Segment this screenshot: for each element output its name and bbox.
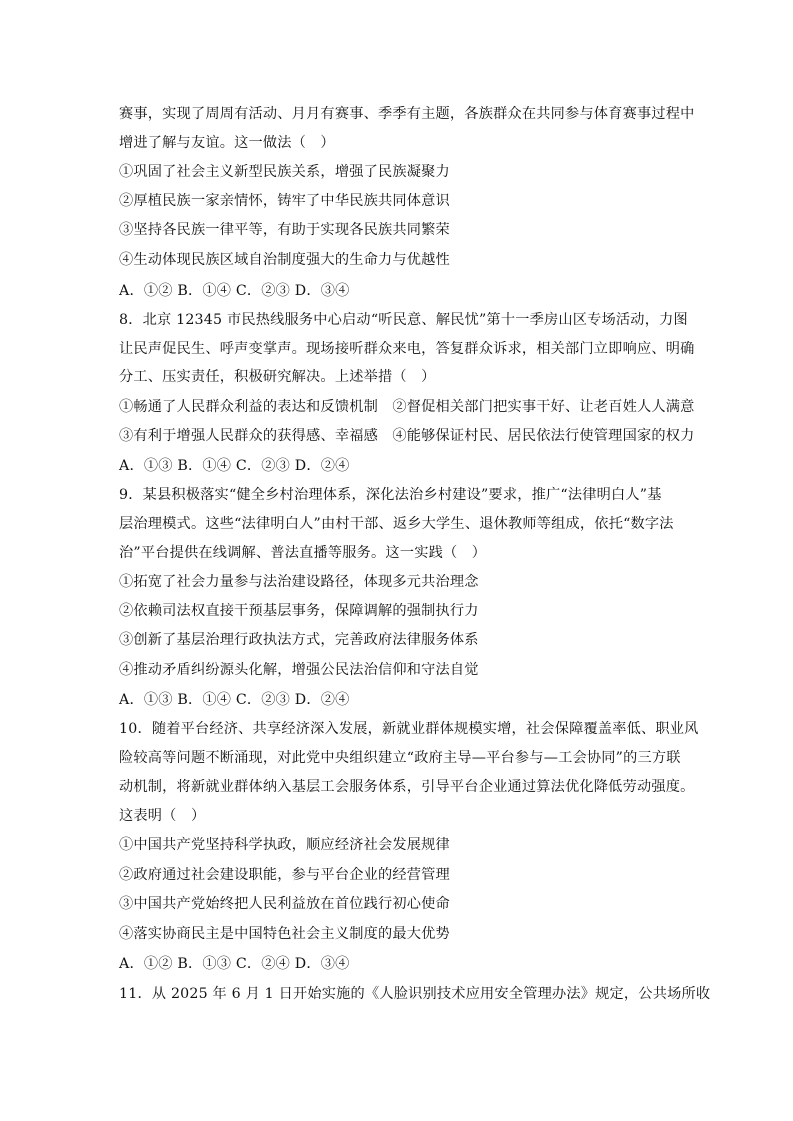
question-10: 10．随着平台经济、共享经济深入发展，新就业群体规模实增，社会保障覆盖率低、职业风: [119, 721, 699, 737]
text-line: 赛事，实现了周周有活动、月月有赛事、季季有主题，各族群众在共同参与体育赛事过程中: [119, 106, 695, 122]
option-line: ②政府通过社会建设职能，参与平台企业的经营管理: [119, 867, 450, 883]
text-line: 这表明（ ）: [119, 808, 206, 824]
option-line: ①畅通了人民群众利益的表达和反馈机制 ②督促相关部门把实事干好、让老百姓人人满意: [119, 399, 695, 415]
option-line: ④生动体现民族区域自治制度强大的生命力与优越性: [119, 252, 450, 268]
option-line: ①巩固了社会主义新型民族关系，增强了民族凝聚力: [119, 164, 450, 180]
option-line: ③坚持各民族一律平等，有助于实现各民族共同繁荣: [119, 222, 450, 238]
option-line: ②厚植民族一家亲情怀，铸牢了中华民族共同体意识: [119, 193, 450, 209]
option-line: ③有利于增强人民群众的获得感、幸福感 ④能够保证村民、居民依法行使管理国家的权力: [119, 428, 695, 444]
question-8: 8．北京 12345 市民热线服务中心启动“听民意、解民忧”第十一季房山区专场活动，力图: [119, 312, 688, 328]
text-line: 让民声促民生、呼声变掌声。现场接听群众来电，答复群众诉求，相关部门立即响应、明确: [119, 341, 695, 357]
question-9: 9．某县积极落实“健全乡村治理体系，深化法治乡村建设”要求，推广“法律明白人”基: [119, 487, 662, 503]
question-11: 11．从 2025 年 6 月 1 日开始实施的《人脸识别技术应用安全管理办法》规定，公共场所收: [119, 986, 711, 1002]
text-line: 增进了解与友谊。这一做法（ ）: [119, 135, 335, 151]
text-line: 动机制，将新就业群体纳入基层工会服务体系，引导平台企业通过算法优化降低劳动强度。: [119, 779, 695, 795]
text-line: 治”平台提供在线调解、普法直播等服务。这一实践（ ）: [119, 545, 487, 561]
option-line: ③创新了基层治理行政执法方式，完善政府法律服务体系: [119, 632, 479, 648]
option-line: ④落实协商民主是中国特色社会主义制度的最大优势: [119, 926, 450, 942]
answer-choices: A．①② B．①④ C．②③ D．③④: [119, 283, 350, 299]
option-line: ①拓宽了社会力量参与法治建设路径，体现多元共治理念: [119, 574, 479, 590]
answer-choices: A．①③ B．①④ C．②③ D．②④: [119, 692, 350, 708]
option-line: ③中国共产党始终把人民利益放在首位践行初心使命: [119, 896, 450, 912]
text-line: 层治理模式。这些“法律明白人”由村干部、返乡大学生、退休教师等组成，依托“数字法: [119, 516, 674, 532]
option-line: ②依赖司法权直接干预基层事务，保障调解的强制执行力: [119, 603, 479, 619]
answer-choices: A．①③ B．①④ C．②③ D．②④: [119, 458, 350, 474]
text-line: 分工、压实责任，积极研究解决。上述举措（ ）: [119, 369, 436, 385]
text-line: 险较高等问题不断涌现，对此党中央组织建立“政府主导—平台参与—工会协同”的三方联: [119, 750, 681, 766]
answer-choices: A．①② B．①③ C．②④ D．③④: [119, 956, 350, 972]
option-line: ④推动矛盾纠纷源头化解，增强公民法治信仰和守法自觉: [119, 662, 479, 678]
option-line: ①中国共产党坚持科学执政，顺应经济社会发展规律: [119, 837, 450, 853]
